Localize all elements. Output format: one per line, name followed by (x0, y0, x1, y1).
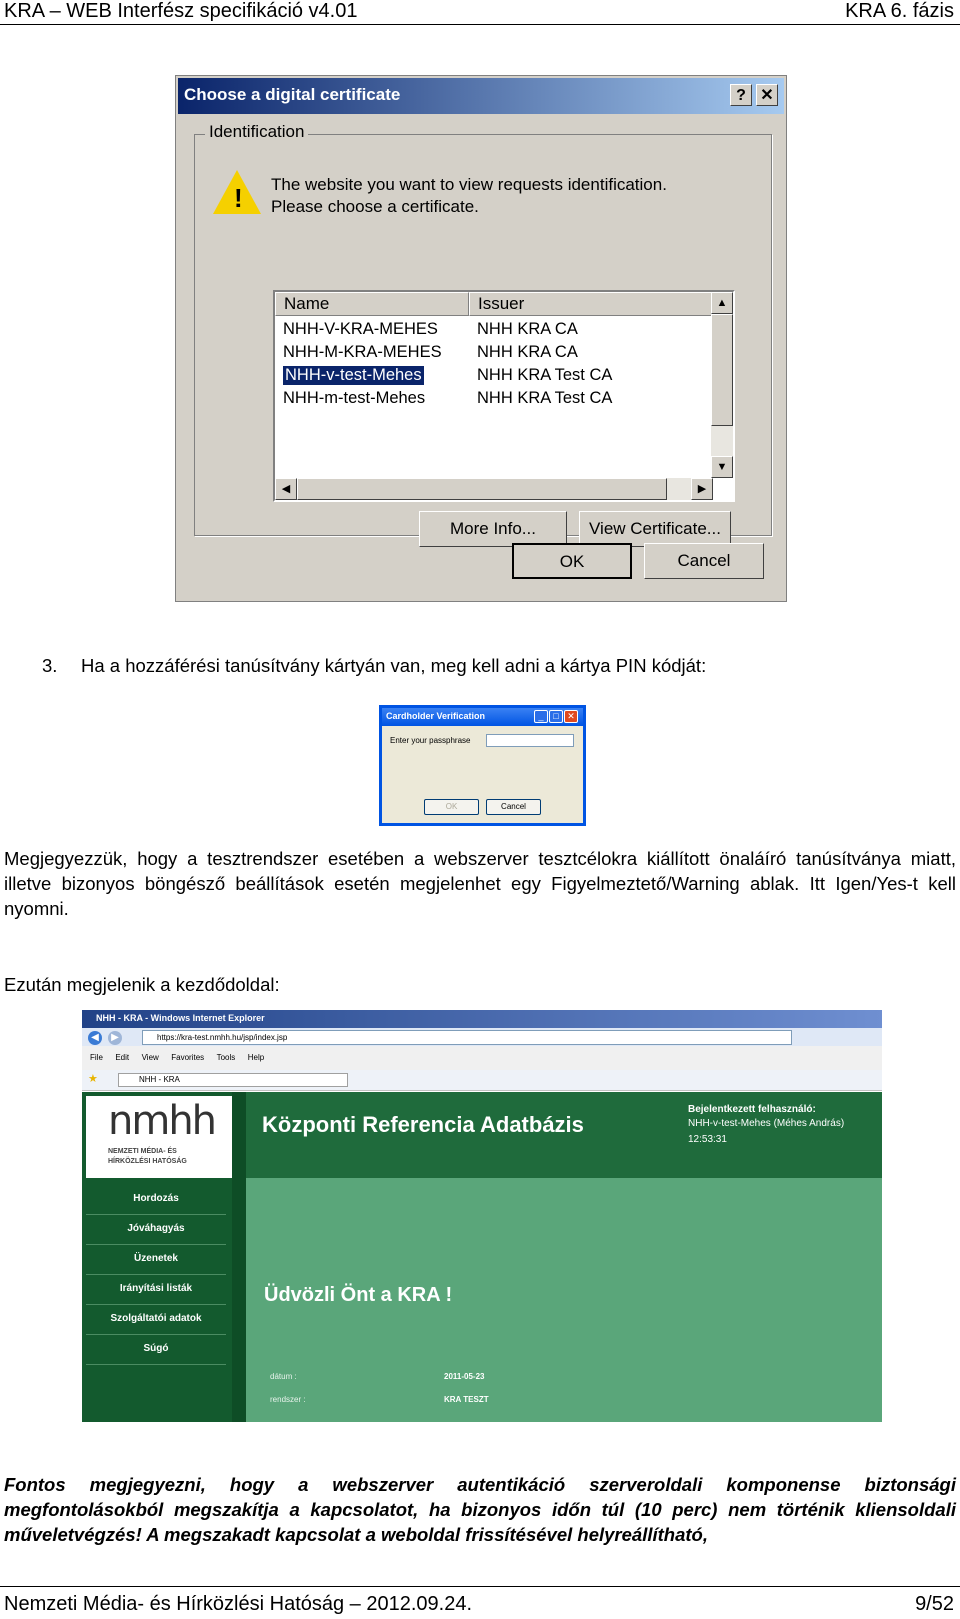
logo-sub2: HÍRKÖZLÉSI HATÓSÁG (108, 1158, 187, 1165)
ok-button[interactable]: OK (512, 543, 632, 579)
step-number: 3. (42, 655, 58, 676)
system-label: rendszer : (270, 1395, 306, 1404)
minimize-icon[interactable]: _ (534, 710, 548, 723)
group-label: Identification (205, 122, 308, 142)
favorites-star-icon[interactable]: ★ (88, 1073, 98, 1085)
scroll-thumb[interactable] (711, 314, 733, 426)
system-value: KRA TESZT (444, 1395, 489, 1404)
page-footer (0, 1586, 960, 1619)
kra-content (246, 1178, 882, 1422)
menu-edit[interactable]: Edit (115, 1053, 130, 1062)
scroll-down-icon[interactable]: ▼ (711, 456, 733, 478)
help-button[interactable]: ? (730, 84, 752, 106)
cert-row-issuer[interactable]: NHH KRA CA (477, 320, 578, 338)
column-header-name[interactable]: Name (275, 292, 469, 316)
kra-banner (246, 1092, 882, 1178)
sidebar-divider (232, 1092, 246, 1422)
passphrase-label: Enter your passphrase (390, 736, 471, 745)
identification-group (194, 122, 772, 538)
close-icon[interactable]: ✕ (564, 710, 578, 723)
date-value: 2011-05-23 (444, 1372, 485, 1381)
logo-sub1: NEMZETI MÉDIA- ÉS (108, 1148, 177, 1155)
pin-dialog-title: Cardholder Verification (386, 711, 486, 721)
kra-homepage-screenshot (82, 1010, 882, 1422)
horizontal-scrollbar[interactable] (275, 478, 713, 500)
more-info-button[interactable]: More Info... (419, 511, 567, 547)
pin-cancel-button[interactable]: Cancel (486, 799, 541, 815)
scroll-right-icon[interactable]: ▶ (691, 478, 713, 500)
menu-tools[interactable]: Tools (216, 1053, 236, 1062)
dialog-title: Choose a digital certificate (184, 85, 401, 104)
scroll-thumb[interactable] (297, 478, 667, 500)
nav-iranyitasi-listak[interactable]: Irányítási listák (86, 1274, 226, 1305)
pin-titlebar (382, 708, 583, 726)
favorites-bar (82, 1070, 882, 1091)
nav-hordozas[interactable]: Hordozás (86, 1184, 226, 1215)
cert-row-name[interactable]: NHH-V-KRA-MEHES (283, 320, 438, 338)
back-icon[interactable]: ◀ (88, 1031, 102, 1045)
passphrase-dialog (379, 705, 586, 826)
cert-row-name-selected[interactable]: NHH-v-test-Mehes (285, 366, 422, 384)
cert-row-name[interactable]: NHH-m-test-Mehes (283, 389, 426, 407)
pin-ok-button[interactable]: OK (424, 799, 479, 815)
footer-page-number: 9/52 (915, 1593, 954, 1615)
note-paragraph: Megjegyezzük, hogy a tesztrendszer esetében a webszerver tesztcélokra kiállított önaláíró tanúsítványa miatt, illetve bizonyos böngésző beállítások esetén megjelenhet egy Figyelmeztető/Warning ablak. Itt Igen/Yes-t kell nyomni. (4, 848, 956, 919)
session-time: 12:53:31 (688, 1134, 727, 1145)
nav-szolgaltatoi-adatok[interactable]: Szolgáltatói adatok (86, 1304, 226, 1335)
browser-title: NHH - KRA - Windows Internet Explorer (96, 1013, 265, 1023)
certificate-dialog (175, 75, 787, 602)
vertical-scrollbar[interactable] (711, 292, 733, 478)
header-phase: KRA 6. fázis (845, 0, 954, 22)
maximize-icon[interactable]: □ (549, 710, 563, 723)
view-certificate-button[interactable]: View Certificate... (579, 511, 731, 547)
close-button[interactable]: ✕ (756, 84, 778, 106)
scroll-left-icon[interactable]: ◀ (275, 478, 297, 500)
browser-tab[interactable]: NHH - KRA (118, 1073, 348, 1087)
nav-jovahagyas[interactable]: Jóváhagyás (86, 1214, 226, 1245)
url-field[interactable]: https://kra-test.nmhh.hu/jsp/index.jsp (142, 1030, 792, 1045)
logo-mark: nmhh (108, 1098, 216, 1144)
cancel-button[interactable]: Cancel (644, 543, 764, 579)
column-header-issuer[interactable]: Issuer (469, 292, 713, 316)
menu-help[interactable]: Help (247, 1053, 265, 1062)
date-label: dátum : (270, 1372, 297, 1381)
dialog-message-line2: Please choose a certificate. (271, 197, 479, 216)
warning-icon-mark: ! (234, 183, 243, 213)
menu-file[interactable]: File (90, 1053, 103, 1062)
menu-favorites[interactable]: Favorites (171, 1053, 205, 1062)
intro-homepage-text: Ezután megjelenik a kezdődoldal: (4, 974, 280, 995)
forward-icon[interactable]: ▶ (108, 1031, 122, 1045)
banner-title: Központi Referencia Adatbázis (262, 1112, 584, 1137)
nav-sugo[interactable]: Súgó (86, 1334, 226, 1365)
nav-uzenetek[interactable]: Üzenetek (86, 1244, 226, 1275)
dialog-message-line1: The website you want to view requests identification. (271, 175, 667, 194)
footer-org-date: Nemzeti Média- és Hírközlési Hatóság – 2012.09.24. (4, 1593, 473, 1615)
menu-bar (82, 1046, 882, 1071)
user-name: NHH-v-test-Mehes (Méhes András) (688, 1118, 845, 1129)
cert-row-issuer[interactable]: NHH KRA CA (477, 343, 578, 361)
header-doc-title: KRA – WEB Interfész specifikáció v4.01 (4, 0, 358, 22)
step-text: Ha a hozzáférési tanúsítvány kártyán van, meg kell adni a kártya PIN kódját: (81, 655, 707, 676)
passphrase-input[interactable] (486, 734, 574, 747)
important-paragraph: Fontos megjegyezni, hogy a webszerver autentikáció szerveroldali komponense biztonsági megfontolásokból megszakítja a kapcsolatot, ha bizonyos időn túl (10 perc) nem történik kliensoldali műveletvégzés! A megszakadt kapcsolat a weboldal frissítésével helyreállítható, (4, 1474, 956, 1545)
menu-view[interactable]: View (141, 1053, 159, 1062)
browser-titlebar (82, 1010, 882, 1028)
dialog-titlebar (178, 78, 784, 114)
certificate-list[interactable] (273, 290, 735, 502)
nmhh-logo (86, 1096, 232, 1178)
scroll-up-icon[interactable]: ▲ (711, 292, 733, 314)
welcome-text: Üdvözli Önt a KRA ! (264, 1284, 453, 1306)
user-label: Bejelentkezett felhasználó: (688, 1104, 816, 1115)
cert-row-name[interactable]: NHH-M-KRA-MEHES (283, 343, 442, 361)
cert-row-issuer[interactable]: NHH KRA Test CA (477, 389, 613, 407)
cert-row-issuer[interactable]: NHH KRA Test CA (477, 366, 613, 384)
page-header (0, 0, 960, 25)
